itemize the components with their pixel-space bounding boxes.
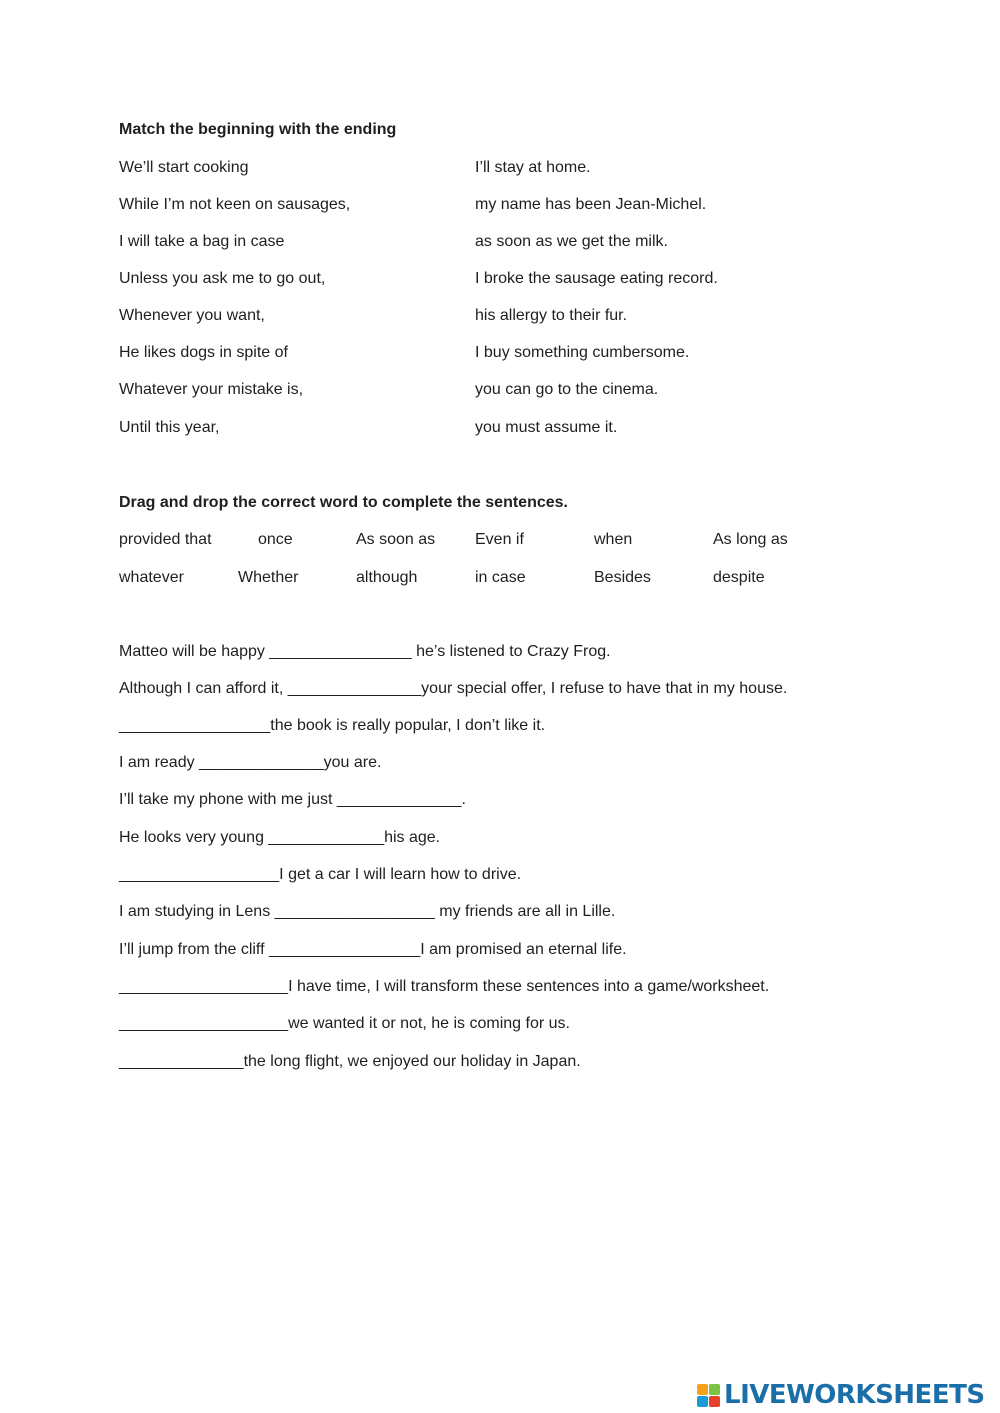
sentence-with-blank[interactable]: He looks very young _____________his age. xyxy=(119,829,441,846)
logo-square xyxy=(709,1396,720,1407)
word-chip[interactable]: Even if xyxy=(475,531,524,548)
sentence-with-blank[interactable]: ___________________we wanted it or not, he is coming for us. xyxy=(119,1015,570,1032)
match-ending[interactable]: you can go to the cinema. xyxy=(475,381,659,398)
sentence-with-blank[interactable]: ______________the long flight, we enjoyed our holiday in Japan. xyxy=(119,1053,581,1070)
sentence-with-blank[interactable]: __________________I get a car I will learn how to drive. xyxy=(119,866,522,883)
match-beginning[interactable]: Whenever you want, xyxy=(119,307,265,324)
logo-square xyxy=(697,1384,708,1395)
match-beginning[interactable]: He likes dogs in spite of xyxy=(119,344,288,361)
sentence-with-blank[interactable]: I am studying in Lens __________________ my friends are all in Lille. xyxy=(119,903,616,920)
liveworksheets-mark-icon xyxy=(697,1384,720,1407)
word-chip[interactable]: when xyxy=(594,531,633,548)
liveworksheets-logo xyxy=(697,1378,985,1412)
match-beginning[interactable]: Whatever your mistake is, xyxy=(119,381,304,398)
match-ending[interactable]: I broke the sausage eating record. xyxy=(475,270,718,287)
logo-square xyxy=(709,1384,720,1395)
sentence-with-blank[interactable]: ___________________I have time, I will transform these sentences into a game/worksheet. xyxy=(119,978,770,995)
word-chip[interactable]: Besides xyxy=(594,569,651,586)
match-beginning[interactable]: I will take a bag in case xyxy=(119,233,285,250)
word-chip[interactable]: Whether xyxy=(238,569,299,586)
match-ending[interactable]: my name has been Jean-Michel. xyxy=(475,196,707,213)
section-drag-title: Drag and drop the correct word to complete the sentences. xyxy=(119,494,568,511)
sentence-with-blank[interactable]: Although I can afford it, _______________your special offer, I refuse to have that in my house. xyxy=(119,680,788,697)
match-beginning[interactable]: We’ll start cooking xyxy=(119,159,249,176)
match-ending[interactable]: you must assume it. xyxy=(475,419,618,436)
match-beginning[interactable]: While I’m not keen on sausages, xyxy=(119,196,351,213)
match-beginning[interactable]: Until this year, xyxy=(119,419,220,436)
match-ending[interactable]: his allergy to their fur. xyxy=(475,307,628,324)
section-match-title: Match the beginning with the ending xyxy=(119,121,397,138)
brand-name: LIVEWORKSHEETS xyxy=(724,1380,985,1410)
sentence-with-blank[interactable]: I’ll jump from the cliff _________________I am promised an eternal life. xyxy=(119,941,627,958)
sentence-with-blank[interactable]: I am ready ______________you are. xyxy=(119,754,382,771)
match-ending[interactable]: I’ll stay at home. xyxy=(475,159,591,176)
word-chip[interactable]: despite xyxy=(713,569,765,586)
match-ending[interactable]: I buy something cumbersome. xyxy=(475,344,690,361)
word-chip[interactable]: provided that xyxy=(119,531,212,548)
word-chip[interactable]: in case xyxy=(475,569,526,586)
match-beginning[interactable]: Unless you ask me to go out, xyxy=(119,270,326,287)
word-chip[interactable]: whatever xyxy=(119,569,184,586)
sentence-with-blank[interactable]: _________________the book is really popular, I don’t like it. xyxy=(119,717,546,734)
sentence-with-blank[interactable]: Matteo will be happy ________________ he’s listened to Crazy Frog. xyxy=(119,643,611,660)
sentence-with-blank[interactable]: I’ll take my phone with me just ______________. xyxy=(119,791,466,808)
word-chip[interactable]: once xyxy=(258,531,293,548)
word-chip[interactable]: although xyxy=(356,569,418,586)
word-chip[interactable]: As soon as xyxy=(356,531,436,548)
logo-square xyxy=(697,1396,708,1407)
word-chip[interactable]: As long as xyxy=(713,531,788,548)
match-ending[interactable]: as soon as we get the milk. xyxy=(475,233,668,250)
